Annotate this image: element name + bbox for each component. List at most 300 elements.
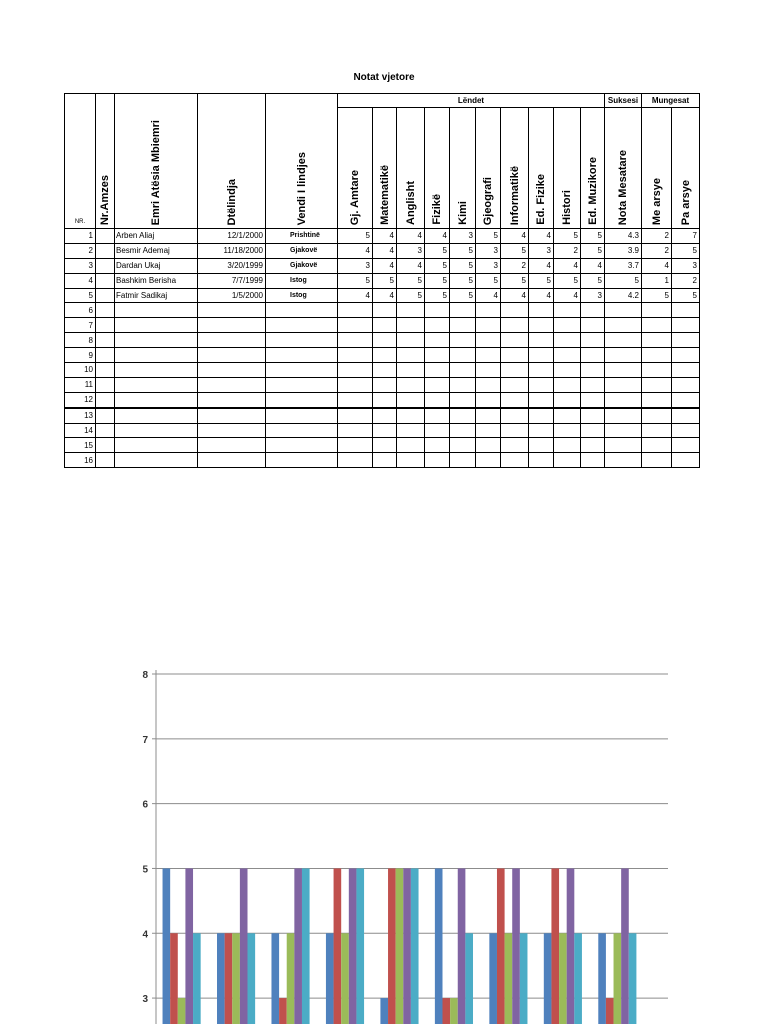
row-nr-amzes	[96, 243, 115, 258]
empty-cell	[338, 348, 373, 363]
empty-cell	[338, 303, 373, 318]
empty-cell	[266, 333, 338, 348]
grade-cell: 4	[373, 288, 397, 303]
bar	[240, 868, 248, 1024]
empty-cell	[605, 303, 642, 318]
empty-cell	[642, 408, 672, 423]
empty-cell	[529, 318, 554, 333]
y-tick-label: 7	[142, 734, 148, 746]
excused-cell: 5	[642, 288, 672, 303]
empty-cell	[501, 438, 529, 453]
empty-cell	[373, 453, 397, 468]
bar	[248, 933, 256, 1024]
grade-cell: 4	[581, 258, 605, 273]
row-number: 6	[65, 303, 96, 318]
table-row	[65, 288, 700, 303]
table-row	[65, 243, 700, 258]
empty-cell	[266, 377, 338, 392]
row-number: 13	[65, 408, 96, 423]
bar	[294, 868, 302, 1024]
empty-cell	[605, 423, 642, 438]
empty-cell	[476, 423, 501, 438]
bar	[178, 998, 186, 1024]
empty-cell	[450, 363, 476, 378]
header-subject	[397, 108, 425, 229]
header-subject-label: Kimi	[456, 201, 469, 225]
bar	[225, 933, 233, 1024]
empty-cell	[529, 438, 554, 453]
empty-cell	[672, 377, 700, 392]
bar	[341, 933, 349, 1024]
bar	[170, 933, 178, 1024]
row-number: 8	[65, 333, 96, 348]
empty-cell	[581, 377, 605, 392]
table-row	[65, 303, 700, 318]
row-number: 7	[65, 318, 96, 333]
empty-cell	[425, 423, 450, 438]
bar	[411, 868, 419, 1024]
grade-cell: 5	[450, 243, 476, 258]
empty-cell	[501, 363, 529, 378]
empty-cell	[425, 408, 450, 423]
empty-cell	[425, 333, 450, 348]
empty-cell	[529, 423, 554, 438]
bar	[232, 933, 240, 1024]
bar	[520, 933, 528, 1024]
empty-cell	[581, 438, 605, 453]
y-tick-label: 6	[142, 799, 148, 811]
empty-cell	[115, 408, 198, 423]
average-cell: 4.3	[605, 229, 642, 244]
grades-table	[64, 93, 700, 468]
student-birthdate: 12/1/2000	[198, 229, 266, 244]
empty-cell	[501, 392, 529, 407]
bar	[512, 868, 520, 1024]
grade-cell: 5	[397, 273, 425, 288]
empty-cell	[198, 423, 266, 438]
header-subject-label: Gj. Amtare	[349, 169, 361, 225]
student-birthdate: 1/5/2000	[198, 288, 266, 303]
header-subject-label: Histori	[561, 190, 573, 225]
empty-cell	[554, 348, 581, 363]
bar	[505, 933, 513, 1024]
empty-cell	[581, 453, 605, 468]
empty-cell	[96, 318, 115, 333]
empty-cell	[642, 333, 672, 348]
row-number: 14	[65, 423, 96, 438]
grade-cell: 4	[425, 229, 450, 244]
empty-cell	[198, 333, 266, 348]
grade-cell: 5	[501, 273, 529, 288]
empty-cell	[115, 377, 198, 392]
bar	[185, 868, 193, 1024]
row-number: 2	[65, 243, 96, 258]
empty-cell	[338, 363, 373, 378]
row-number: 3	[65, 258, 96, 273]
grade-cell: 4	[338, 288, 373, 303]
student-birthdate: 3/20/1999	[198, 258, 266, 273]
empty-cell	[373, 363, 397, 378]
row-number: 11	[65, 377, 96, 392]
row-number: 12	[65, 392, 96, 407]
grade-cell: 4	[397, 258, 425, 273]
group-absences: Mungesat	[642, 94, 700, 108]
empty-cell	[266, 348, 338, 363]
row-number: 10	[65, 363, 96, 378]
grade-cell: 5	[425, 258, 450, 273]
empty-cell	[338, 377, 373, 392]
student-birthdate: 11/18/2000	[198, 243, 266, 258]
empty-cell	[476, 392, 501, 407]
empty-cell	[672, 363, 700, 378]
y-tick-label: 4	[142, 929, 148, 941]
header-subject-label: Ed. Fizike	[535, 174, 547, 225]
empty-cell	[476, 303, 501, 318]
grade-cell: 5	[476, 229, 501, 244]
bar	[193, 933, 201, 1024]
grade-cell: 5	[425, 273, 450, 288]
empty-cell	[554, 423, 581, 438]
empty-cell	[581, 348, 605, 363]
empty-cell	[476, 363, 501, 378]
empty-cell	[373, 408, 397, 423]
grade-cell: 3	[581, 288, 605, 303]
grade-cell: 3	[476, 243, 501, 258]
empty-cell	[605, 392, 642, 407]
grade-cell: 5	[554, 229, 581, 244]
empty-cell	[198, 408, 266, 423]
row-nr-amzes	[96, 273, 115, 288]
empty-cell	[115, 348, 198, 363]
empty-cell	[450, 408, 476, 423]
header-nr-amzes	[96, 94, 115, 229]
empty-cell	[476, 453, 501, 468]
empty-cell	[450, 333, 476, 348]
excused-cell: 1	[642, 273, 672, 288]
empty-cell	[198, 438, 266, 453]
empty-cell	[425, 363, 450, 378]
table-row	[65, 392, 700, 407]
table-row	[65, 423, 700, 438]
empty-cell	[672, 423, 700, 438]
grade-cell: 5	[581, 243, 605, 258]
empty-cell	[266, 318, 338, 333]
bar	[551, 868, 559, 1024]
empty-cell	[672, 333, 700, 348]
header-subject-label: Informatikë	[508, 165, 521, 225]
empty-cell	[397, 363, 425, 378]
bar	[497, 868, 505, 1024]
grade-cell: 5	[554, 273, 581, 288]
empty-cell	[96, 348, 115, 363]
grade-cell: 5	[397, 288, 425, 303]
bar	[443, 998, 451, 1024]
grade-cell: 4	[554, 288, 581, 303]
grade-cell: 4	[501, 229, 529, 244]
empty-cell	[198, 392, 266, 407]
empty-cell	[338, 392, 373, 407]
bar	[606, 998, 614, 1024]
empty-cell	[605, 318, 642, 333]
empty-cell	[266, 423, 338, 438]
empty-cell	[554, 363, 581, 378]
grade-cell: 5	[581, 229, 605, 244]
row-number: 16	[65, 453, 96, 468]
grade-cell: 4	[501, 288, 529, 303]
empty-cell	[605, 377, 642, 392]
bar	[544, 933, 552, 1024]
grade-cell: 5	[425, 243, 450, 258]
empty-cell	[672, 408, 700, 423]
empty-cell	[605, 408, 642, 423]
header-average	[605, 108, 642, 229]
empty-cell	[397, 423, 425, 438]
empty-cell	[450, 438, 476, 453]
unexcused-cell: 2	[672, 273, 700, 288]
empty-cell	[115, 333, 198, 348]
header-birthdate-label: Dtëlindja	[225, 178, 238, 225]
bar	[598, 933, 606, 1024]
empty-cell	[198, 348, 266, 363]
empty-cell	[554, 303, 581, 318]
empty-cell	[450, 453, 476, 468]
excused-cell: 2	[642, 243, 672, 258]
empty-cell	[373, 318, 397, 333]
grade-cell: 5	[450, 288, 476, 303]
student-birthplace: Gjakovë	[266, 258, 338, 273]
header-nr	[65, 94, 96, 229]
bar	[271, 933, 279, 1024]
grade-cell: 5	[338, 273, 373, 288]
average-cell: 3.7	[605, 258, 642, 273]
bar	[614, 933, 622, 1024]
empty-cell	[476, 333, 501, 348]
average-cell: 4.2	[605, 288, 642, 303]
grade-cell: 5	[450, 258, 476, 273]
row-nr-amzes	[96, 258, 115, 273]
bar	[388, 868, 396, 1024]
bar	[326, 933, 334, 1024]
bar	[403, 868, 411, 1024]
empty-cell	[397, 333, 425, 348]
bar	[489, 933, 497, 1024]
empty-cell	[642, 377, 672, 392]
empty-cell	[672, 438, 700, 453]
grade-cell: 3	[338, 258, 373, 273]
row-number: 15	[65, 438, 96, 453]
empty-cell	[198, 303, 266, 318]
empty-cell	[96, 453, 115, 468]
empty-cell	[373, 348, 397, 363]
grade-cell: 5	[501, 243, 529, 258]
empty-cell	[266, 438, 338, 453]
header-name-label: Emri Atësia Mbiemri	[150, 119, 162, 225]
header-subject-label: Gjeografi	[482, 176, 494, 225]
bar	[217, 933, 225, 1024]
header-subject	[425, 108, 450, 229]
grade-cell: 3	[450, 229, 476, 244]
excused-cell: 2	[642, 229, 672, 244]
empty-cell	[266, 303, 338, 318]
empty-cell	[554, 392, 581, 407]
empty-cell	[529, 348, 554, 363]
row-number: 1	[65, 229, 96, 244]
empty-cell	[266, 363, 338, 378]
table-row	[65, 318, 700, 333]
grade-cell: 3	[397, 243, 425, 258]
empty-cell	[266, 453, 338, 468]
empty-cell	[198, 318, 266, 333]
bar	[396, 868, 404, 1024]
empty-cell	[501, 348, 529, 363]
bar	[435, 868, 443, 1024]
empty-cell	[425, 438, 450, 453]
table-row	[65, 348, 700, 363]
empty-cell	[115, 363, 198, 378]
empty-cell	[338, 318, 373, 333]
empty-cell	[397, 348, 425, 363]
grade-cell: 4	[529, 229, 554, 244]
empty-cell	[501, 453, 529, 468]
empty-cell	[605, 438, 642, 453]
empty-cell	[266, 392, 338, 407]
empty-cell	[529, 453, 554, 468]
empty-cell	[425, 303, 450, 318]
empty-cell	[397, 318, 425, 333]
grade-cell: 3	[529, 243, 554, 258]
group-success: Suksesi	[605, 94, 642, 108]
table-row	[65, 408, 700, 423]
table-row	[65, 273, 700, 288]
empty-cell	[605, 333, 642, 348]
header-subject-label: Matematikë	[378, 165, 391, 225]
empty-cell	[501, 318, 529, 333]
empty-cell	[115, 453, 198, 468]
student-birthplace: Istog	[266, 288, 338, 303]
empty-cell	[501, 377, 529, 392]
bar	[574, 933, 582, 1024]
header-nr-amzes-label: Nr.Amzes	[99, 174, 111, 225]
bar	[458, 868, 466, 1024]
row-nr-amzes	[96, 229, 115, 244]
grade-cell: 2	[501, 258, 529, 273]
grade-cell: 5	[529, 273, 554, 288]
empty-cell	[529, 408, 554, 423]
empty-cell	[672, 348, 700, 363]
header-birthplace	[266, 94, 338, 229]
empty-cell	[642, 303, 672, 318]
empty-cell	[397, 392, 425, 407]
empty-cell	[397, 303, 425, 318]
bar	[621, 868, 629, 1024]
table-row	[65, 377, 700, 392]
empty-cell	[338, 438, 373, 453]
empty-cell	[115, 303, 198, 318]
empty-cell	[450, 392, 476, 407]
bar	[567, 868, 575, 1024]
empty-cell	[581, 318, 605, 333]
average-cell: 5	[605, 273, 642, 288]
row-number: 5	[65, 288, 96, 303]
empty-cell	[581, 363, 605, 378]
header-subject	[373, 108, 397, 229]
empty-cell	[672, 318, 700, 333]
student-name: Arben Aliaj	[115, 229, 198, 244]
row-nr-amzes	[96, 288, 115, 303]
excused-cell: 4	[642, 258, 672, 273]
empty-cell	[115, 438, 198, 453]
grade-cell: 5	[581, 273, 605, 288]
student-name: Besmir Ademaj	[115, 243, 198, 258]
header-subject	[338, 108, 373, 229]
grade-cell: 4	[373, 229, 397, 244]
empty-cell	[642, 423, 672, 438]
bar	[287, 933, 295, 1024]
grade-cell: 4	[373, 258, 397, 273]
header-subject	[581, 108, 605, 229]
empty-cell	[450, 377, 476, 392]
empty-cell	[425, 392, 450, 407]
bar	[163, 868, 171, 1024]
empty-cell	[425, 348, 450, 363]
empty-cell	[476, 318, 501, 333]
empty-cell	[96, 438, 115, 453]
bar	[302, 868, 310, 1024]
grade-cell: 5	[425, 288, 450, 303]
empty-cell	[397, 453, 425, 468]
empty-cell	[529, 333, 554, 348]
empty-cell	[672, 392, 700, 407]
empty-cell	[672, 453, 700, 468]
empty-cell	[642, 363, 672, 378]
empty-cell	[198, 377, 266, 392]
empty-cell	[581, 423, 605, 438]
empty-cell	[373, 333, 397, 348]
empty-cell	[115, 318, 198, 333]
unexcused-cell: 3	[672, 258, 700, 273]
empty-cell	[96, 423, 115, 438]
header-subject	[476, 108, 501, 229]
row-number: 9	[65, 348, 96, 363]
grade-cell: 5	[338, 229, 373, 244]
empty-cell	[642, 318, 672, 333]
grade-cell: 5	[476, 273, 501, 288]
empty-cell	[554, 333, 581, 348]
empty-cell	[96, 303, 115, 318]
student-birthplace: Prishtinë	[266, 229, 338, 244]
empty-cell	[338, 453, 373, 468]
table-row	[65, 438, 700, 453]
header-subject	[501, 108, 529, 229]
empty-cell	[554, 453, 581, 468]
empty-cell	[529, 377, 554, 392]
header-unexcused	[672, 108, 700, 229]
empty-cell	[373, 438, 397, 453]
empty-cell	[115, 392, 198, 407]
y-tick-label: 8	[142, 670, 148, 681]
empty-cell	[373, 392, 397, 407]
header-unexcused-label: Pa arsye	[679, 179, 692, 225]
header-excused-label: Me arsye	[650, 177, 663, 225]
student-name: Dardan Ukaj	[115, 258, 198, 273]
grade-cell: 3	[476, 258, 501, 273]
table-row	[65, 453, 700, 468]
empty-cell	[476, 348, 501, 363]
student-birthplace: Istog	[266, 273, 338, 288]
empty-cell	[450, 423, 476, 438]
empty-cell	[529, 363, 554, 378]
bar	[334, 868, 342, 1024]
